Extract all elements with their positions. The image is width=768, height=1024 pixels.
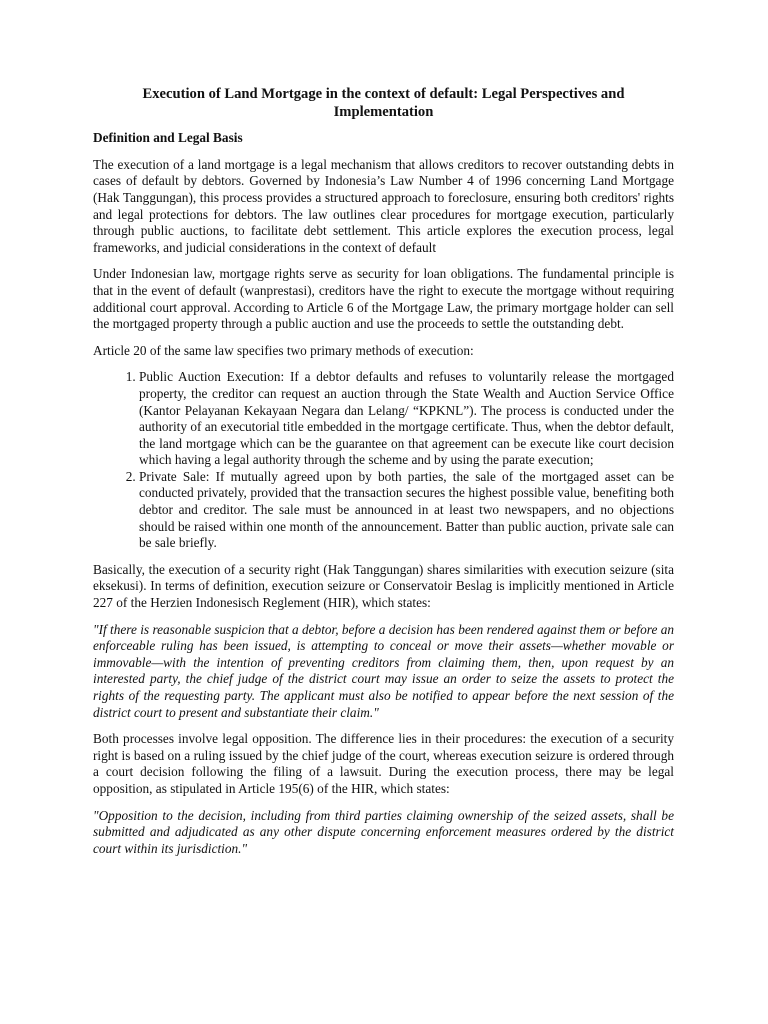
paragraph-legal-opposition: Both processes involve legal opposition. The difference lies in their procedures: the execution of a security right is based on a ruling issued by the chief judge of the court, whereas execution seizure is ordered through a court decision following the filing of a lawsuit. During the execution process, there may be legal opposition, as stipulated in Article 195(6) of the HIR, which states: xyxy=(93,731,674,796)
document-title: Execution of Land Mortgage in the context of default: Legal Perspectives and Implementation xyxy=(142,86,625,120)
quote-article-195: "Opposition to the decision, including from third parties claiming ownership of the seized assets, shall be submitted and adjudicated as any other dispute concerning enforcement measures ordered by the district court within its jurisdiction." xyxy=(93,807,674,856)
list-item-private-sale: 2. Private Sale: If mutually agreed upon by both parties, the sale of the mortgaged asset can be conducted privately, provided that the transaction secures the highest possible value, benefiting both debtor and creditor. The sale must be announced in at least two newspapers, and no objections should be raised within one month of the announcement. Batter than public auction, private sale can be sale briefly. xyxy=(139,469,674,552)
paragraph-legal-basis: Under Indonesian law, mortgage rights serve as security for loan obligations. The fundamental principle is that in the event of default (wanprestasi), creditors have the right to execute the mortgage without requiring additional court approval. According to Article 6 of the Mortgage Law, the primary mortgage holder can sell the mortgaged property through a public auction and use the proceeds to settle the outstanding debt. xyxy=(93,266,674,332)
quote-article-227: "If there is reasonable suspicion that a debtor, before a decision has been rendered against them or before an enforceable ruling has been issued, is attempting to conceal or move their assets—whether movable or immovable—with the intention of preventing creditors from claiming them, then, upon request by an interested party, the chief judge of the district court may issue an order to seize the assets to protect the rights of the requesting party. The applicant must also be notified to appear before the next session of the district court to present and substantiate their claim." xyxy=(93,621,674,720)
paragraph-article-20: Article 20 of the same law specifies two primary methods of execution: xyxy=(93,342,474,358)
paragraph-intro: The execution of a land mortgage is a legal mechanism that allows creditors to recover outstanding debts in cases of default by debtors. Governed by Indonesia’s Law Number 4 of 1996 concerning Land Mortgage (Hak Tanggungan), this process provides a structured approach to foreclosure, ensuring both creditors' rights and legal protections for debtors. The law outlines clear procedures for mortgage execution, particularly through public auctions, to facilitate debt settlement. This article explores the execution process, legal frameworks, and judicial considerations in the context of default xyxy=(93,156,674,255)
execution-methods-list xyxy=(93,369,674,552)
paragraph-execution-seizure: Basically, the execution of a security right (Hak Tanggungan) shares similarities with execution seizure (sita eksekusi). In terms of definition, execution seizure or Conservatoir Beslag is implicitly mentioned in Article 227 of the Herzien Indonesisch Reglement (HIR), which states: xyxy=(93,561,674,611)
section-heading: Definition and Legal Basis xyxy=(93,130,243,146)
list-item-public-auction: 1. Public Auction Execution: If a debtor defaults and refuses to voluntarily release the mortgaged property, the creditor can request an auction through the State Wealth and Auction Service Office (Kantor Pelayanan Kekayaan Negara dan Lelang/ “KPKNL”). The process is conducted under the authority of an executorial title embedded in the mortgage certificate. Thus, when the debtor default, the land mortgage which can be the guarantee on that agreement can be execute like court decision which having a legal authority through the scheme and by using the parate execution; xyxy=(139,369,674,469)
